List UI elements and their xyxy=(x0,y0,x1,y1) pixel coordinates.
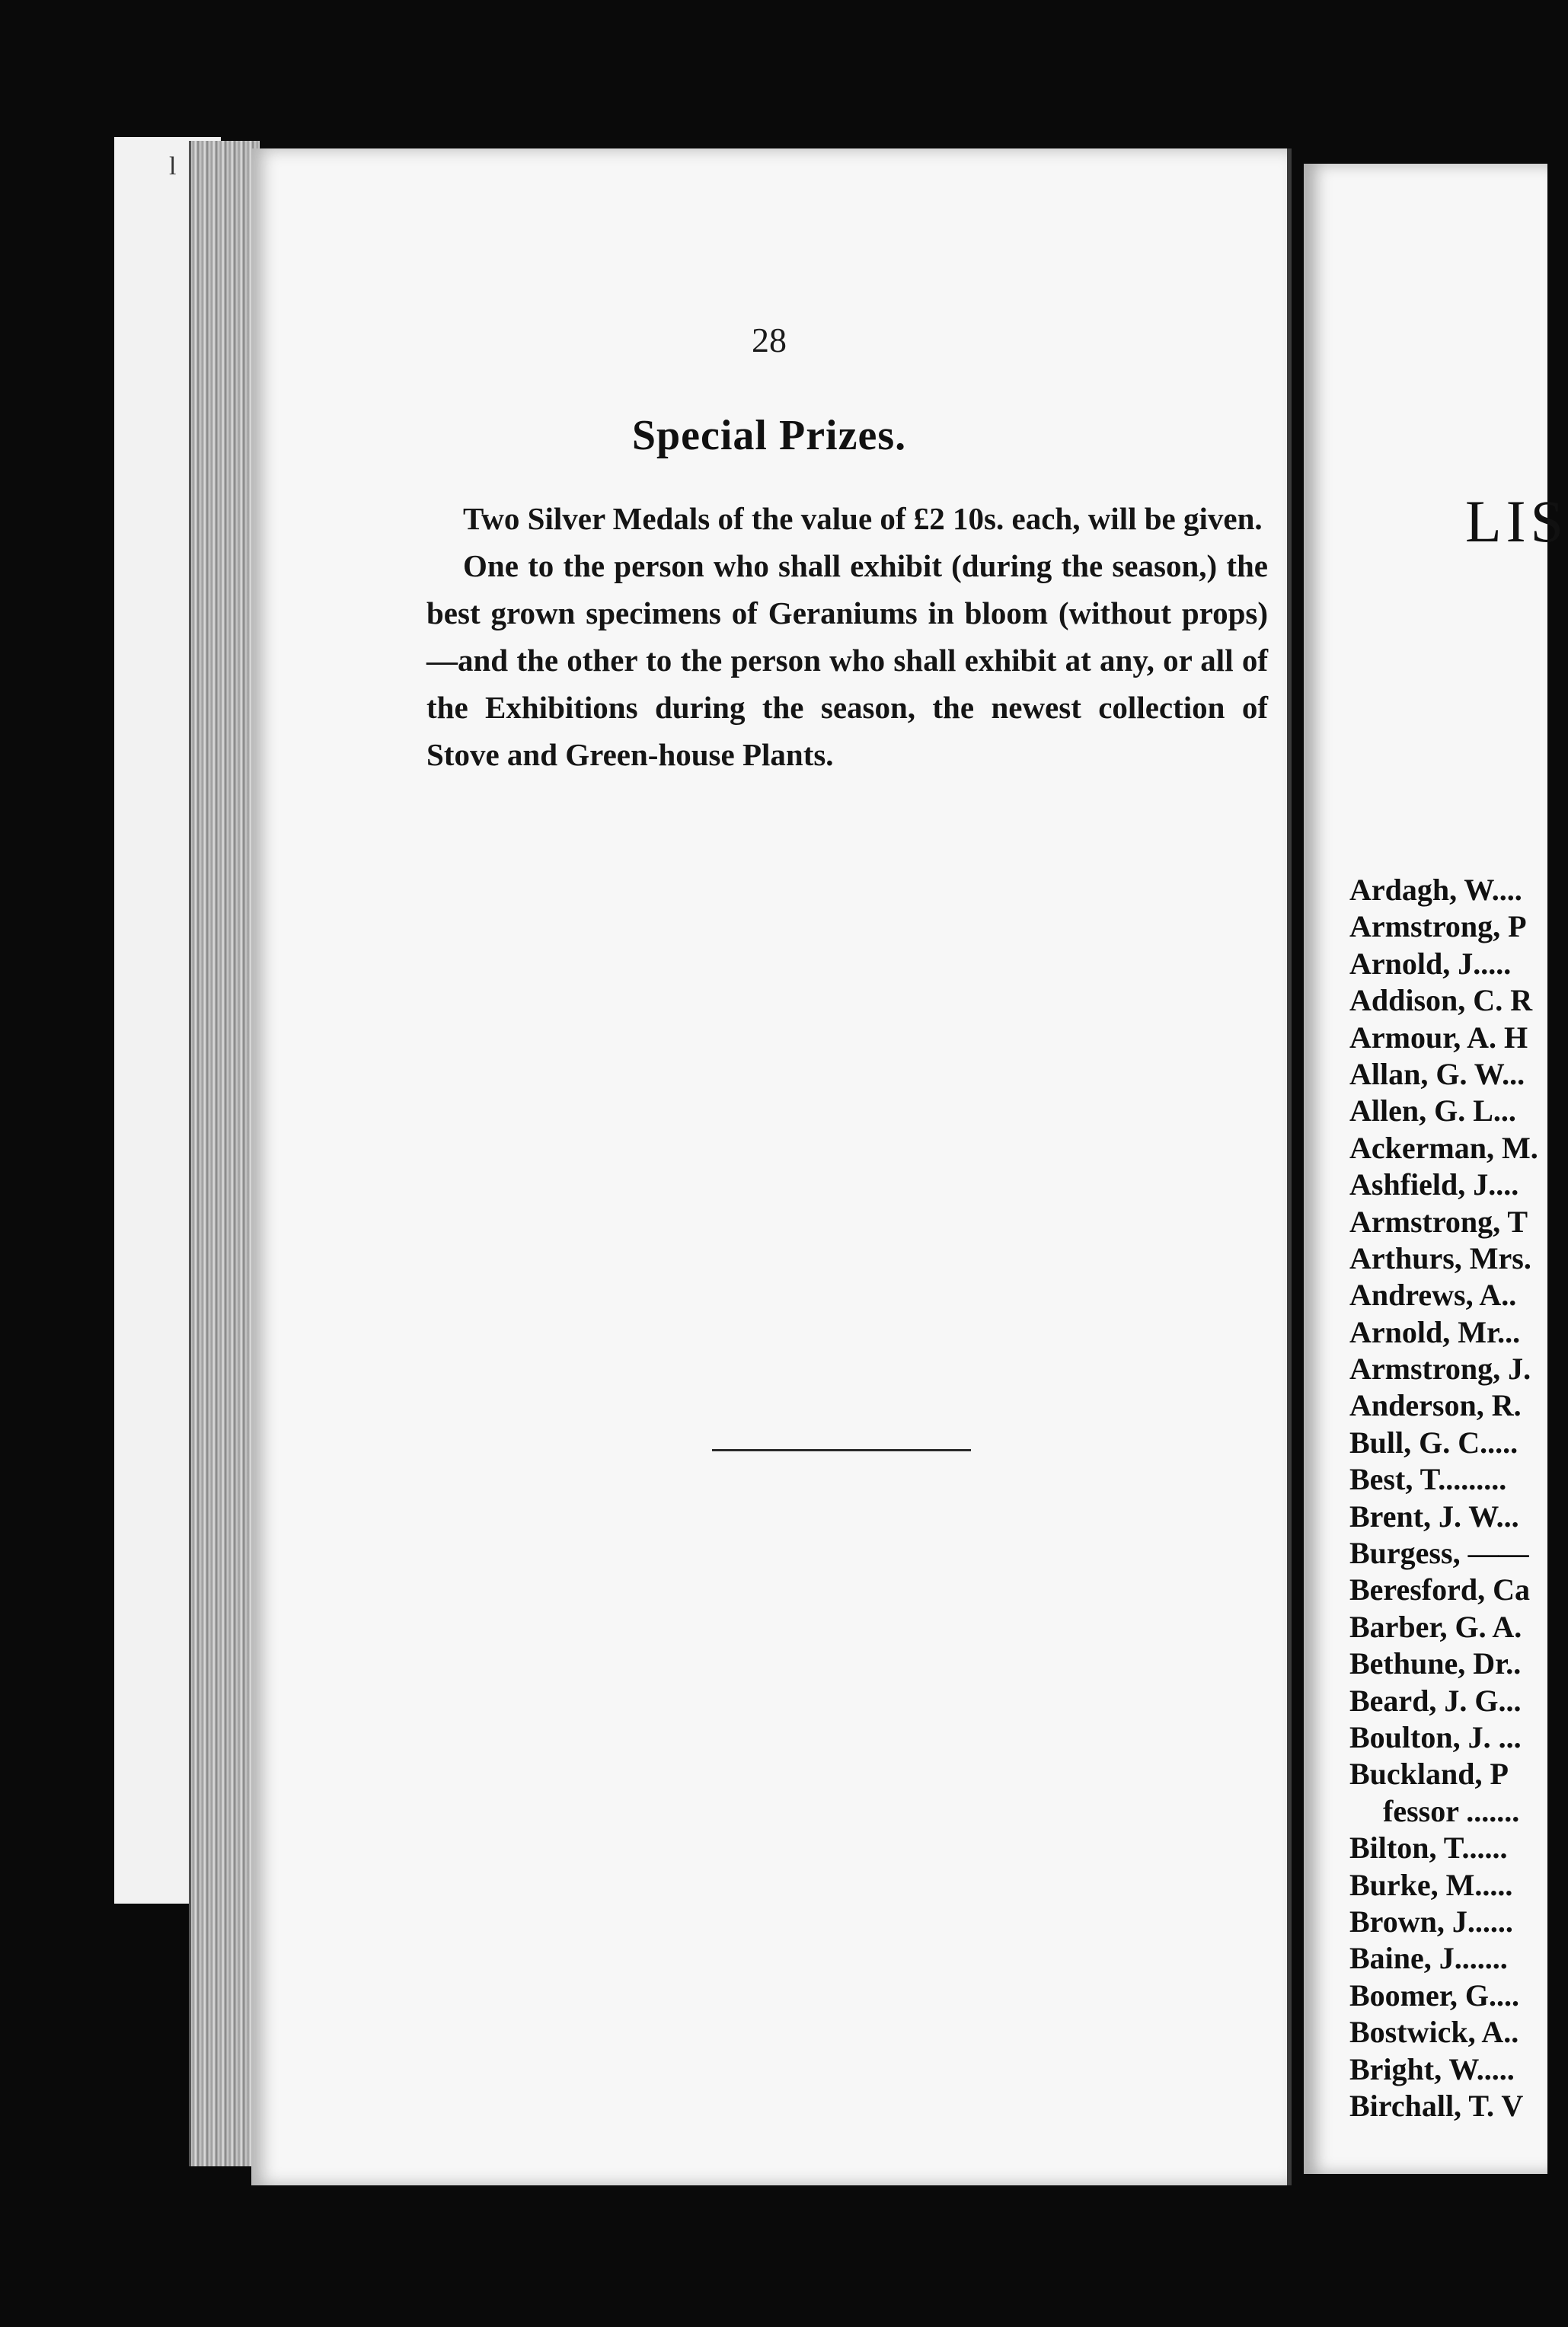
list-item: Arnold, Mr... xyxy=(1349,1314,1521,1349)
list-item: Bethune, Dr.. xyxy=(1349,1646,1522,1681)
list-item: Armstrong, T xyxy=(1349,1204,1528,1239)
list-item: Allan, G. W... xyxy=(1349,1056,1525,1091)
list-item: Burgess, —— xyxy=(1349,1536,1529,1571)
list-item: Birchall, T. V xyxy=(1349,2088,1524,2123)
left-page xyxy=(251,148,1292,2185)
list-item: Bright, W..... xyxy=(1349,2051,1515,2086)
list-item: Addison, C. R xyxy=(1349,983,1533,1018)
margin-mark: l xyxy=(169,152,177,180)
list-item: Armour, A. H xyxy=(1349,1020,1528,1055)
list-item: Bilton, T...... xyxy=(1349,1831,1508,1866)
divider-rule xyxy=(712,1449,971,1451)
list-item: Barber, G. A. xyxy=(1349,1609,1522,1644)
list-item: Anderson, R. xyxy=(1349,1388,1522,1423)
list-item: Beard, J. G... xyxy=(1349,1683,1522,1718)
list-item: Boulton, J. ... xyxy=(1349,1719,1522,1754)
member-name-list xyxy=(1349,872,1538,2124)
list-item: Arthurs, Mrs. xyxy=(1349,1240,1531,1275)
page-edges xyxy=(189,141,260,2166)
list-item: Ashfield, J.... xyxy=(1349,1167,1519,1202)
list-item: Arnold, J..... xyxy=(1349,946,1512,981)
list-item: Best, T......... xyxy=(1349,1462,1507,1497)
right-page xyxy=(1304,164,1568,2174)
list-item: Allen, G. L... xyxy=(1349,1093,1516,1128)
page-number: 28 xyxy=(752,321,787,359)
list-item: Bull, G. C..... xyxy=(1349,1425,1519,1460)
list-item: Brent, J. W... xyxy=(1349,1499,1519,1534)
paragraph: Two Silver Medals of the value of £2 10s. each, will be given. xyxy=(463,501,1263,536)
right-page-heading: LIS xyxy=(1465,488,1568,554)
section-title: Special Prizes. xyxy=(631,412,907,459)
list-item: Buckland, P xyxy=(1349,1757,1509,1792)
list-item: Armstrong, P xyxy=(1349,909,1527,944)
list-item: Ardagh, W.... xyxy=(1349,873,1522,907)
list-item: Andrews, A.. xyxy=(1349,1278,1517,1313)
list-item: Bostwick, A.. xyxy=(1349,2015,1519,2050)
list-item: Ackerman, M. xyxy=(1349,1130,1538,1165)
list-item: Brown, J...... xyxy=(1349,1904,1513,1939)
list-item: Burke, M..... xyxy=(1349,1867,1513,1902)
list-item: Armstrong, J. xyxy=(1349,1352,1531,1387)
list-item: Beresford, Ca xyxy=(1349,1572,1530,1607)
list-item: Baine, J....... xyxy=(1349,1941,1508,1976)
body-text xyxy=(426,495,1268,778)
list-item: Boomer, G.... xyxy=(1349,1977,1519,2013)
list-item: fessor ....... xyxy=(1383,1793,1520,1828)
paragraph: One to the person who shall exhibit (during the season,) the best grown specimens of Geraniums in bloom (without props)—and the other to the person who shall exhibit at any, or all of the Exhibitions during the season, the newest collection of Stove and Green-house Plants. xyxy=(426,548,1268,772)
